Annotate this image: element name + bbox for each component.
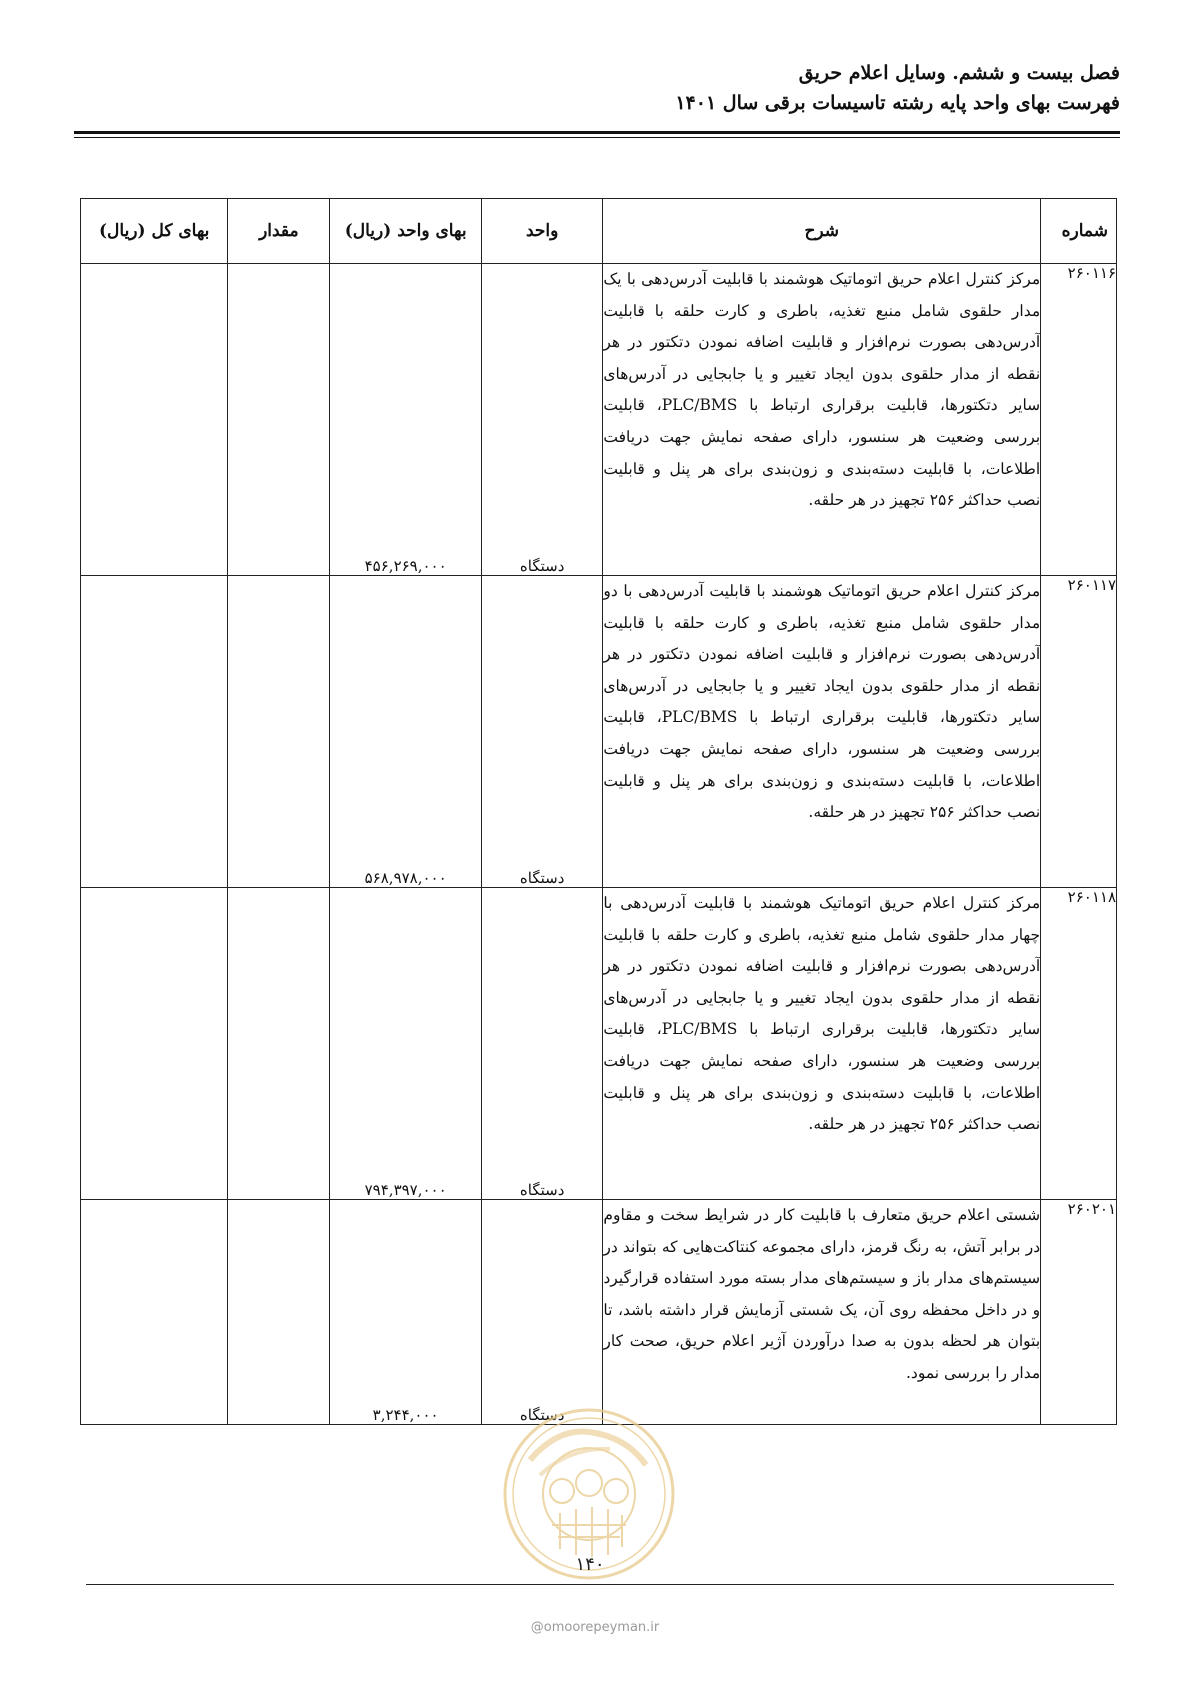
item-description: شستی اعلام حریق متعارف با قابلیت کار در شرایط سخت و مقاوم در برابر آتش، به رنگ قرمز، دارای مجموعه کنتاکت‌هایی که بتواند در سیستم‌های مدار باز و سیستم‌های مدار بسته مورد استفاده قرارگیرد و در داخل محفظه روی آن، یک شستی آزمایش قرار داشته باشد، تا بتوان هر لحظه بدون به صدا درآوردن آژیر اعلام حریق، صحت کار مدار را بررسی نمود.	[603, 1200, 1041, 1425]
item-unit: دستگاه	[482, 888, 603, 1200]
table-header-row	[81, 199, 1117, 264]
table-row	[81, 576, 1117, 888]
table-row	[81, 264, 1117, 576]
item-number: ۲۶۰۲۰۱	[1041, 1200, 1117, 1425]
page-header	[74, 58, 1120, 118]
item-total-price	[81, 264, 228, 576]
item-total-price	[81, 576, 228, 888]
item-description: مرکز کنترل اعلام حریق اتوماتیک هوشمند با قابلیت آدرس‌دهی با یک مدار حلقوی شامل منبع تغذیه، باطری و کارت حلقه با قابلیت آدرس‌دهی بصورت نرم‌افزار و قابلیت اضافه نمودن دتکتور در هر نقطه از مدار حلقوی بدون ایجاد تغییر و یا جابجایی در آدرس‌های سایر دتکتورها، قابلیت برقراری ارتباط با PLC/BMS، قابلیت بررسی وضعیت هر سنسور، دارای صفحه نمایش جهت دریافت اطلاعات، با قابلیت دسته‌بندی و زون‌بندی برای هر پنل و قابلیت نصب حداکثر ۲۵۶ تجهیز در هر حلقه.	[603, 264, 1041, 576]
header-description: شرح	[603, 199, 1041, 264]
header-unit-price: بهای واحد (ریال)	[330, 199, 482, 264]
item-total-price	[81, 888, 228, 1200]
price-list-table	[80, 198, 1117, 1425]
item-description: مرکز کنترل اعلام حریق اتوماتیک هوشمند با قابلیت آدرس‌دهی با دو مدار حلقوی شامل منبع تغذیه، باطری و کارت حلقه با قابلیت آدرس‌دهی بصورت نرم‌افزار و قابلیت اضافه نمودن دتکتور در هر نقطه از مدار حلقوی بدون ایجاد تغییر و یا جابجایی در آدرس‌های سایر دتکتورها، قابلیت برقراری ارتباط با PLC/BMS، قابلیت بررسی وضعیت هر سنسور، دارای صفحه نمایش جهت دریافت اطلاعات، با قابلیت دسته‌بندی و زون‌بندی برای هر پنل و قابلیت نصب حداکثر ۲۵۶ تجهیز در هر حلقه.	[603, 576, 1041, 888]
item-description: مرکز کنترل اعلام حریق اتوماتیک هوشمند با قابلیت آدرس‌دهی با چهار مدار حلقوی شامل منبع تغذیه، باطری و کارت حلقه با قابلیت آدرس‌دهی بصورت نرم‌افزار و قابلیت اضافه نمودن دتکتور در هر نقطه از مدار حلقوی بدون ایجاد تغییر و یا جابجایی در آدرس‌های سایر دتکتورها، قابلیت برقراری ارتباط با PLC/BMS، قابلیت بررسی وضعیت هر سنسور، دارای صفحه نمایش جهت دریافت اطلاعات، با قابلیت دسته‌بندی و زون‌بندی برای هر پنل و قابلیت نصب حداکثر ۲۵۶ تجهیز در هر حلقه.	[603, 888, 1041, 1200]
header-rule-thin	[74, 137, 1120, 138]
item-unit: دستگاه	[482, 264, 603, 576]
item-quantity	[228, 1200, 330, 1425]
item-total-price	[81, 1200, 228, 1425]
item-number: ۲۶۰۱۱۸	[1041, 888, 1117, 1200]
header-total-price: بهای کل (ریال)	[81, 199, 228, 264]
header-number: شماره	[1041, 199, 1117, 264]
table-row	[81, 1200, 1117, 1425]
item-unit-price: ۷۹۴,۳۹۷,۰۰۰	[330, 888, 482, 1200]
item-unit-price: ۴۵۶,۲۶۹,۰۰۰	[330, 264, 482, 576]
header-unit: واحد	[482, 199, 603, 264]
watermark-url: @omoorepeyman.ir	[530, 1620, 660, 1635]
chapter-title: فصل بیست و ششم. وسایل اعلام حریق	[798, 62, 1120, 84]
header-quantity: مقدار	[228, 199, 330, 264]
item-quantity	[228, 576, 330, 888]
item-unit-price: ۵۶۸,۹۷۸,۰۰۰	[330, 576, 482, 888]
table-row	[81, 888, 1117, 1200]
item-quantity	[228, 264, 330, 576]
item-number: ۲۶۰۱۱۶	[1041, 264, 1117, 576]
item-quantity	[228, 888, 330, 1200]
item-unit: دستگاه	[482, 576, 603, 888]
item-unit: دستگاه	[482, 1200, 603, 1425]
header-rule-thick	[74, 131, 1120, 134]
footer-rule	[86, 1584, 1114, 1585]
book-title: فهرست بهای واحد پایه رشته تاسیسات برقی سال ۱۴۰۱	[675, 92, 1120, 114]
item-number: ۲۶۰۱۱۷	[1041, 576, 1117, 888]
item-unit-price: ۳,۲۴۴,۰۰۰	[330, 1200, 482, 1425]
page-number: ۱۴۰	[575, 1554, 605, 1575]
